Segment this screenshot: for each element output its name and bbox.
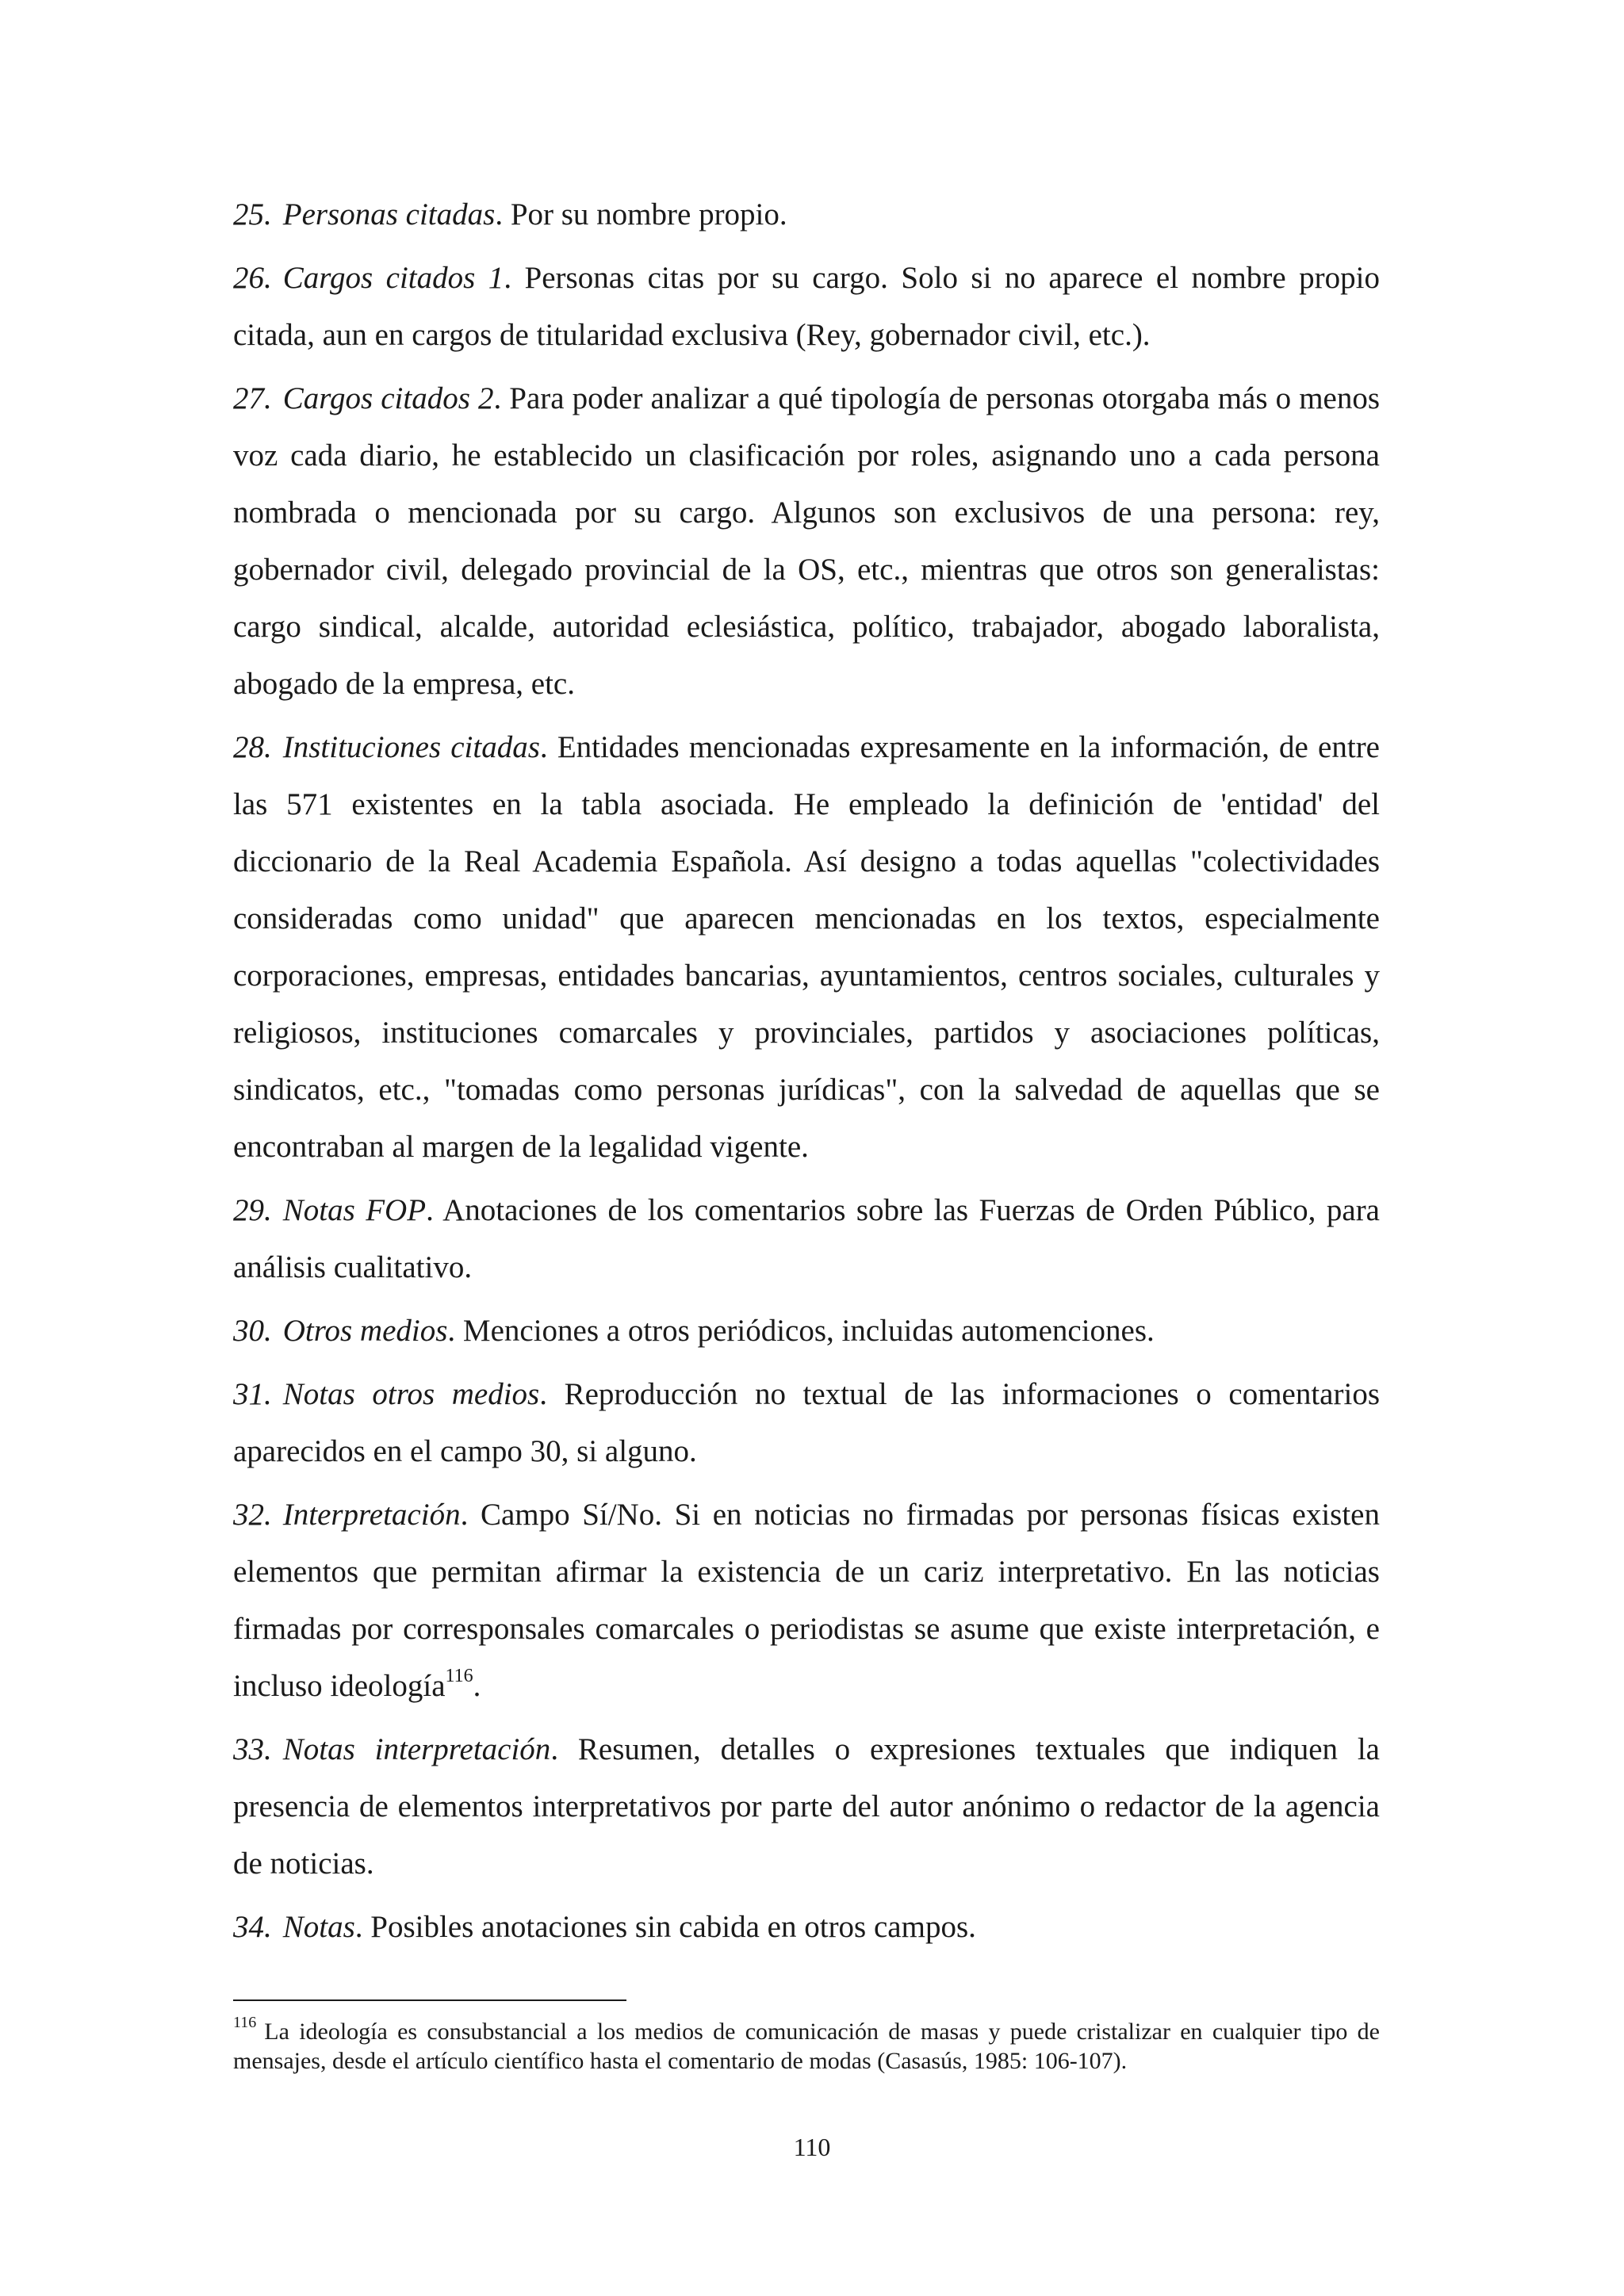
entry-text: . Resumen, detalles o expresiones textuales que indiquen la presencia de elementos interpretativos por parte del autor anónimo o redactor de la agencia de noticias. bbox=[233, 1732, 1380, 1881]
entry-26 bbox=[233, 250, 1380, 364]
entry-number: 34. bbox=[233, 1910, 272, 1944]
footnote-116 bbox=[233, 2014, 1380, 2076]
entry-number: 32. bbox=[233, 1498, 272, 1532]
body-text bbox=[233, 186, 1380, 1962]
entry-33 bbox=[233, 1721, 1380, 1892]
entry-text: . Entidades mencionadas expresamente en la información, de entre las 571 existentes en la tabla asociada. He empleado la definición de 'entidad' del diccionario de la Real Academia Española. Así designo a todas aquellas "colectividades consideradas como unidad" que aparecen mencionadas en los textos, especialmente corporaciones, empresas, entidades bancarias, ayuntamientos, centros sociales, culturales y religiosos, instituciones comarcales y provinciales, partidos y asociaciones políticas, sindicatos, etc., "tomadas como personas jurídicas", con la salvedad de aquellas que se encontraban al margen de la legalidad vigente. bbox=[233, 730, 1380, 1164]
entry-text: . Menciones a otros periódicos, incluidas automenciones. bbox=[447, 1314, 1155, 1348]
entry-term: Notas otros medios bbox=[282, 1377, 540, 1411]
entry-32 bbox=[233, 1487, 1380, 1715]
entry-text-tail: . bbox=[473, 1669, 481, 1703]
entry-term: Notas bbox=[282, 1910, 355, 1944]
entry-31 bbox=[233, 1366, 1380, 1480]
entry-term: Cargos citados 2 bbox=[282, 381, 494, 415]
entry-text: . Reproducción no textual de las informaciones o comentarios aparecidos en el campo 30, si alguno. bbox=[233, 1377, 1380, 1468]
entry-25 bbox=[233, 186, 1380, 243]
entry-text: . Para poder analizar a qué tipología de personas otorgaba más o menos voz cada diario, he establecido un clasificación por roles, asignando uno a cada persona nombrada o mencionada por su cargo. Algunos son exclusivos de una persona: rey, gobernador civil, delegado provincial de la OS, etc., mientras que otros son generalistas: cargo sindical, alcalde, autoridad eclesiástica, político, trabajador, abogado laboralista, abogado de la empresa, etc. bbox=[233, 381, 1381, 701]
page-number: 110 bbox=[793, 2133, 831, 2161]
entry-number: 33. bbox=[233, 1732, 272, 1766]
entry-text: . Campo Sí/No. Si en noticias no firmadas por personas físicas existen elementos que permitan afirmar la existencia de un cariz interpretativo. En las noticias firmadas por corresponsales comarcales o periodistas se asume que existe interpretación, e incluso ideología bbox=[233, 1498, 1380, 1703]
entry-term: Cargos citados 1 bbox=[282, 261, 504, 295]
entry-number: 31. bbox=[233, 1377, 272, 1411]
entry-29 bbox=[233, 1182, 1380, 1296]
entry-term: Interpretación bbox=[282, 1498, 461, 1532]
entry-term: Otros medios bbox=[282, 1314, 448, 1348]
footnote-marker: 116 bbox=[233, 2014, 257, 2031]
entry-term: Personas citadas bbox=[282, 197, 496, 232]
entry-27 bbox=[233, 370, 1380, 713]
entry-number: 28. bbox=[233, 730, 272, 764]
entry-28 bbox=[233, 719, 1380, 1176]
entry-term: Notas interpretación bbox=[282, 1732, 551, 1766]
footnote-reference[interactable]: 116 bbox=[445, 1666, 473, 1686]
entry-number: 30. bbox=[233, 1314, 272, 1348]
footnote-divider bbox=[233, 1999, 626, 2001]
footnote-text: La ideología es consubstancial a los medios de comunicación de masas y puede cristalizar en cualquier tipo de mensajes, desde el artículo científico hasta el comentario de modas (Casasús, 1985: 106-107). bbox=[233, 2019, 1380, 2074]
entry-text: . Posibles anotaciones sin cabida en otros campos. bbox=[354, 1910, 976, 1944]
entry-number: 26. bbox=[233, 261, 272, 295]
entry-text: . Por su nombre propio. bbox=[495, 197, 787, 232]
entry-text: . Anotaciones de los comentarios sobre las Fuerzas de Orden Público, para análisis cualitativo. bbox=[233, 1193, 1380, 1284]
entry-term: Notas FOP bbox=[282, 1193, 427, 1227]
entry-number: 27. bbox=[233, 381, 272, 415]
entry-text: . Personas citas por su cargo. Solo si no aparece el nombre propio citada, aun en cargos de titularidad exclusiva (Rey, gobernador civil, etc.). bbox=[233, 261, 1381, 352]
entry-term: Instituciones citadas bbox=[282, 730, 540, 764]
entry-number: 29. bbox=[233, 1193, 272, 1227]
entry-30 bbox=[233, 1303, 1380, 1360]
entry-number: 25. bbox=[233, 197, 272, 232]
entry-34 bbox=[233, 1899, 1380, 1956]
